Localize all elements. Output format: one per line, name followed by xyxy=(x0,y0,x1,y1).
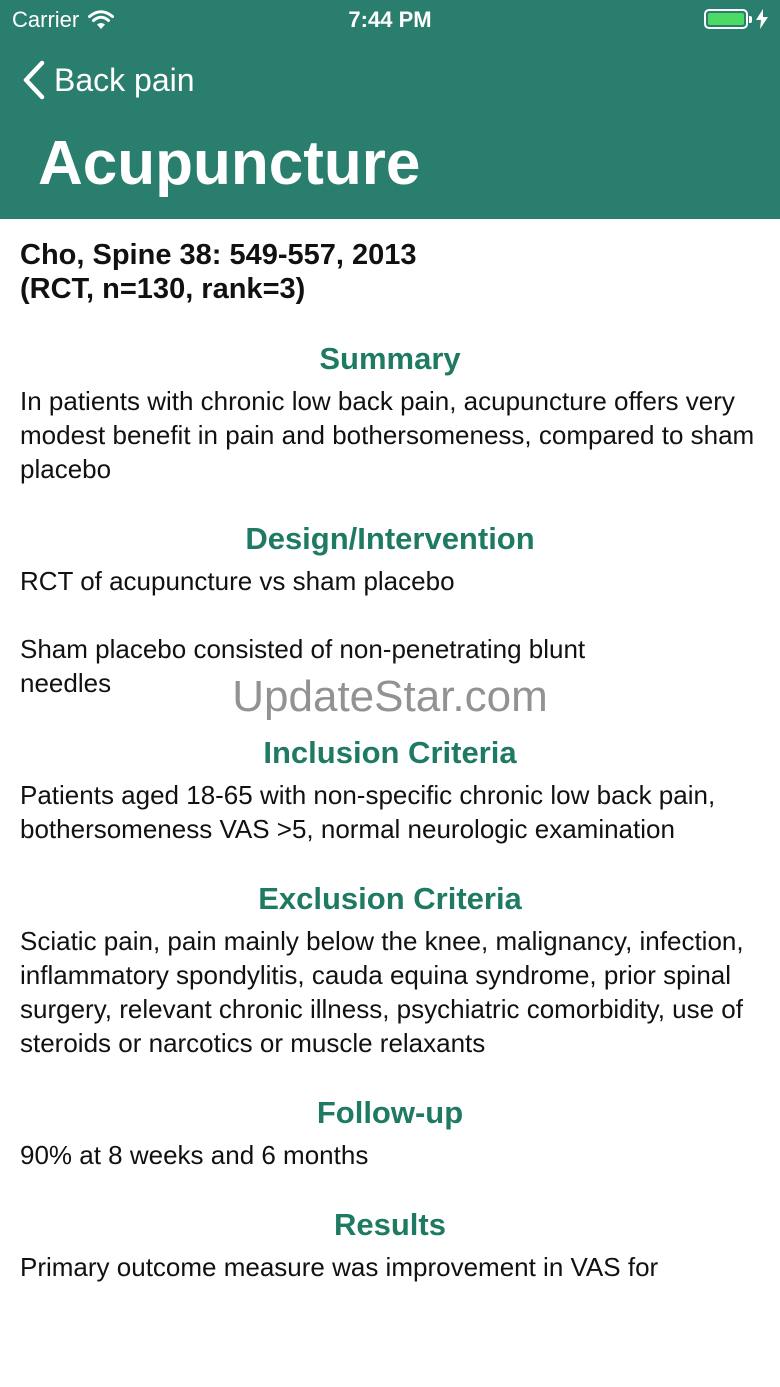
battery-level-fill xyxy=(708,13,744,25)
results-section xyxy=(20,1206,760,1284)
inclusion-text: Patients aged 18-65 with non-specific chronic low back pain, bothersomeness VAS >5, normal neurologic examination xyxy=(20,780,716,844)
exclusion-section xyxy=(20,880,760,1060)
exclusion-text: Sciatic pain, pain mainly below the knee, malignancy, infection, inflammatory spondylitis, cauda equina syndrome, prior spinal surgery, relevant chronic illness, psychiatric comorbidity, use of steroids or narcotics or muscle relaxants xyxy=(20,926,744,1058)
page-title: Acupuncture xyxy=(38,129,421,198)
results-heading: Results xyxy=(334,1207,446,1242)
citation xyxy=(20,238,760,306)
summary-section xyxy=(20,340,760,486)
battery-cap xyxy=(749,16,752,23)
results-text: Primary outcome measure was improvement in VAS for xyxy=(20,1252,659,1282)
design-heading: Design/Intervention xyxy=(245,521,535,556)
status-time: 7:44 PM xyxy=(348,7,432,32)
citation-study-info: (RCT, n=130, rank=3) xyxy=(20,273,306,305)
summary-text: In patients with chronic low back pain, acupuncture offers very modest benefit in pain and bothersomeness, compared to sham placebo xyxy=(20,386,755,484)
study-detail-content xyxy=(20,238,760,1284)
chevron-left-icon xyxy=(22,60,46,100)
back-button-label: Back pain xyxy=(54,61,195,98)
summary-heading: Summary xyxy=(319,341,461,376)
design-section xyxy=(20,520,760,700)
citation-reference: Cho, Spine 38: 549-557, 2013 xyxy=(20,239,417,271)
navigation-header xyxy=(0,0,780,219)
followup-heading: Follow-up xyxy=(316,1095,464,1130)
followup-text: 90% at 8 weeks and 6 months xyxy=(20,1140,369,1170)
back-button[interactable] xyxy=(22,58,195,102)
exclusion-heading: Exclusion Criteria xyxy=(258,881,522,916)
battery-icon xyxy=(704,9,748,29)
design-text: RCT of acupuncture vs sham placebo xyxy=(20,566,455,596)
followup-section xyxy=(20,1094,760,1172)
status-bar xyxy=(0,0,780,40)
carrier-label: Carrier xyxy=(12,7,80,32)
battery-indicator xyxy=(704,9,768,29)
inclusion-section xyxy=(20,734,760,846)
watermark-text: UpdateStar.com xyxy=(232,672,548,721)
charging-bolt-icon xyxy=(756,9,768,29)
design-placebo-text: Sham placebo consisted of non-penetrating blunt needles xyxy=(20,634,586,698)
inclusion-heading: Inclusion Criteria xyxy=(263,735,517,770)
